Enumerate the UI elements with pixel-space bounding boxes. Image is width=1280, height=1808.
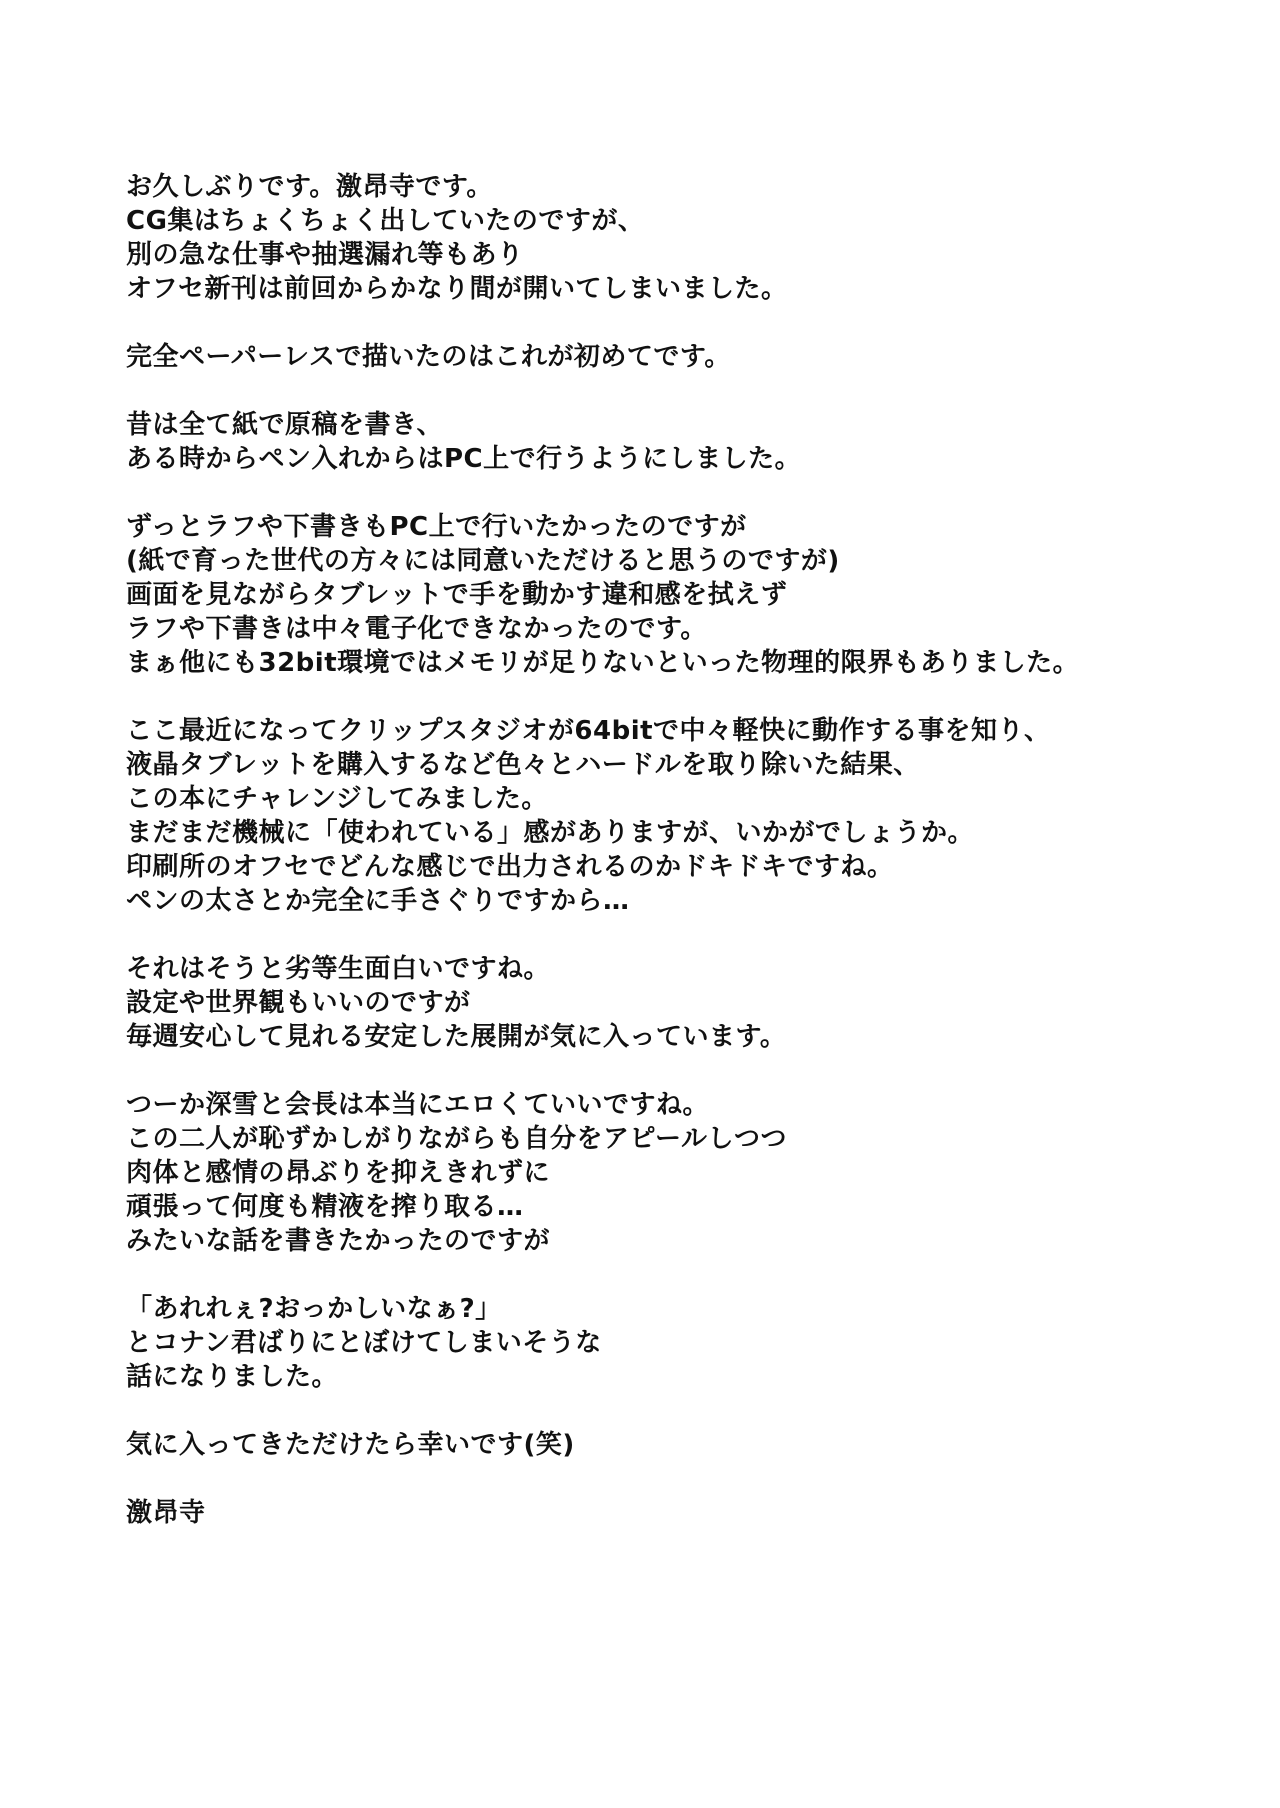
text-line: この本にチャレンジしてみました。 [126, 784, 548, 814]
text-line: (紙で育った世代の方々には同意いただけると思うのですが) [126, 546, 840, 576]
paragraph-4 [126, 510, 1226, 680]
text-line: 完全ペーパーレスで描いたのはこれが初めてです。 [126, 342, 731, 372]
text-line: 印刷所のオフセでどんな感じで出力されるのかドキドキですね。 [126, 852, 894, 882]
text-line: ここ最近になってクリップスタジオが64bitで中々軽快に動作する事を知り、 [126, 716, 1051, 746]
paragraph-6 [126, 952, 1226, 1054]
text-line: それはそうと劣等生面白いですね。 [126, 954, 551, 984]
paragraph-2 [126, 340, 1226, 374]
text-line: この二人が恥ずかしがりながらも自分をアピールしつつ [126, 1124, 787, 1154]
text-line: お久しぶりです。激昂寺です。 [126, 172, 493, 202]
paragraph-3 [126, 408, 1226, 476]
text-line: 別の急な仕事や抽選漏れ等もあり [126, 240, 524, 270]
text-line: まだまだ機械に「使われている」感がありますが、いかがでしょうか。 [126, 818, 975, 848]
text-line: 液晶タブレットを購入するなど色々とハードルを取り除いた結果、 [126, 750, 920, 780]
paragraph-9 [126, 1428, 1226, 1462]
paragraph-1 [126, 170, 1226, 306]
text-line: オフセ新刊は前回からかなり間が開いてしまいました。 [126, 274, 788, 304]
text-line: 肉体と感情の昂ぶりを抑えきれずに [126, 1158, 551, 1188]
afterword-text [126, 170, 1226, 1564]
text-line: まぁ他にも32bit環境ではメモリが足りないといった物理的限界もありました。 [126, 648, 1080, 678]
text-line: 「あれれぇ?おっかしいなぁ?」 [126, 1294, 502, 1324]
text-line: 設定や世界観もいいのですが [126, 988, 471, 1018]
paragraph-7 [126, 1088, 1226, 1258]
paragraph-5 [126, 714, 1226, 918]
text-line: 昔は全て紙で原稿を書き、 [126, 410, 443, 440]
text-line: 毎週安心して見れる安定した展開が気に入っています。 [126, 1022, 787, 1052]
text-line: つーか深雪と会長は本当にエロくていいですね。 [126, 1090, 710, 1120]
text-line: とコナン君ばりにとぼけてしまいそうな [126, 1328, 602, 1358]
text-line: ある時からペン入れからはPC上で行うようにしました。 [126, 444, 802, 474]
text-line: ペンの太さとか完全に手さぐりですから… [126, 886, 630, 916]
text-line: 気に入ってきただけたら幸いです(笑) [126, 1430, 575, 1460]
text-line: 画面を見ながらタブレットで手を動かす違和感を拭えず [126, 580, 788, 610]
text-line: 話になりました。 [126, 1362, 339, 1392]
text-line: みたいな話を書きたかったのですが [126, 1226, 551, 1256]
signature [126, 1496, 1226, 1530]
text-line: ずっとラフや下書きもPC上で行いたかったのですが [126, 512, 747, 542]
text-line: CG集はちょくちょく出していたのですが、 [126, 206, 645, 236]
text-line: ラフや下書きは中々電子化できなかったのです。 [126, 614, 707, 644]
text-line: 頑張って何度も精液を搾り取る… [126, 1192, 524, 1222]
paragraph-8 [126, 1292, 1226, 1394]
signature-text: 激昂寺 [126, 1498, 206, 1528]
